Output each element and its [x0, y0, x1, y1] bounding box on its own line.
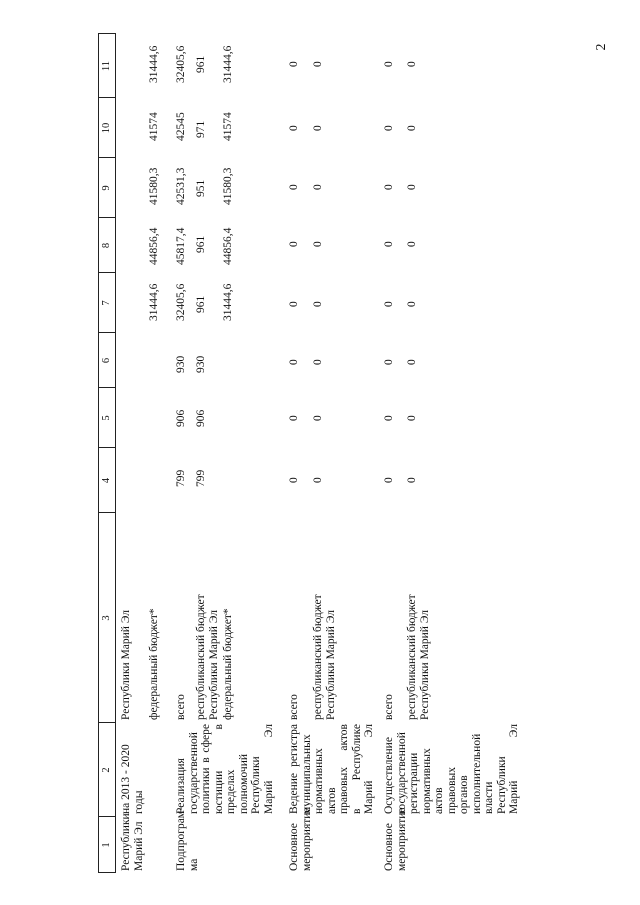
column-header: 6: [101, 357, 112, 364]
value-cell: 0: [406, 359, 418, 365]
value-cell: 0: [406, 61, 418, 67]
row-type: Основное мероприятие: [383, 807, 408, 871]
funding-source: федеральный бюджет*: [148, 608, 160, 720]
value-cell: 0: [406, 477, 418, 483]
page-number: 2: [594, 43, 609, 51]
column-header: 4: [101, 477, 112, 484]
column-header: 10: [101, 122, 112, 134]
value-cell: 32405,6: [175, 283, 187, 321]
funding-source: федеральный бюджет*: [222, 608, 234, 720]
value-cell: 0: [383, 415, 395, 421]
row-type: Республики Марий Эл: [120, 813, 145, 871]
funding-source: республиканский бюджет Республики Марий Эл: [312, 594, 337, 720]
value-cell: 0: [406, 125, 418, 131]
value-cell: 0: [288, 125, 300, 131]
column-header: 8: [101, 242, 112, 249]
column-header: 1: [101, 842, 112, 848]
value-cell: 0: [288, 241, 300, 247]
value-cell: 0: [312, 415, 324, 421]
value-cell: 0: [406, 301, 418, 307]
budget-table: [98, 33, 573, 873]
value-cell: 0: [383, 477, 395, 483]
value-cell: 44856,4: [148, 227, 160, 265]
value-cell: 0: [406, 184, 418, 190]
funding-source: республиканский бюджет Республики Марий Эл: [195, 594, 220, 720]
column-header: 7: [101, 300, 112, 306]
value-cell: 41574: [222, 112, 234, 141]
funding-source: всего: [383, 694, 395, 720]
funding-source: Республики Марий Эл: [120, 609, 132, 720]
funding-source: всего: [175, 694, 187, 720]
value-cell: 906: [175, 409, 187, 427]
value-cell: 31444,6: [148, 45, 160, 83]
row-title: Реализация государственной политики в сфере юстиции в пределах полномочий Республики Марий Эл: [175, 724, 275, 814]
row-title: Осуществление государственной регистрации нормативных актов правовых органов исполнительной власти Республики Марий Эл: [383, 724, 520, 814]
value-cell: 961: [195, 55, 207, 73]
value-cell: 0: [383, 301, 395, 307]
column-header: 3: [101, 615, 112, 621]
value-cell: 930: [195, 355, 207, 373]
header-bottom-border: [115, 33, 116, 873]
value-cell: 41574: [148, 112, 160, 141]
column-header: 11: [101, 60, 112, 72]
value-cell: 31444,6: [222, 283, 234, 321]
value-cell: 0: [312, 61, 324, 67]
value-cell: 971: [195, 120, 207, 138]
value-cell: 930: [175, 355, 187, 373]
value-cell: 0: [312, 184, 324, 190]
row-title: на 2013 - 2020 годы: [120, 744, 145, 814]
row-title: Ведение регистра муниципальных нормативных актов правовых актов в Республике Марий Эл: [288, 724, 375, 814]
value-cell: 0: [312, 477, 324, 483]
value-cell: 961: [195, 295, 207, 313]
value-cell: 31444,6: [148, 283, 160, 321]
value-cell: 0: [288, 301, 300, 307]
value-cell: 799: [195, 469, 207, 487]
value-cell: 0: [312, 125, 324, 131]
funding-source: всего: [288, 694, 300, 720]
value-cell: 41580,3: [148, 167, 160, 205]
value-cell: 32405,6: [175, 45, 187, 83]
value-cell: 906: [195, 409, 207, 427]
value-cell: 0: [383, 125, 395, 131]
value-cell: 31444,6: [222, 45, 234, 83]
value-cell: 0: [383, 61, 395, 67]
funding-source: республиканский бюджет Республики Марий Эл: [406, 594, 431, 720]
value-cell: 0: [383, 241, 395, 247]
value-cell: 42545: [175, 112, 187, 141]
value-cell: 41580,3: [222, 167, 234, 205]
value-cell: 0: [288, 184, 300, 190]
value-cell: 961: [195, 235, 207, 253]
value-cell: 0: [383, 359, 395, 365]
value-cell: 799: [175, 469, 187, 487]
value-cell: 0: [312, 359, 324, 365]
value-cell: 0: [406, 241, 418, 247]
value-cell: 0: [288, 359, 300, 365]
value-cell: 45817,4: [175, 227, 187, 265]
value-cell: 0: [406, 415, 418, 421]
row-type: Основное мероприятие: [288, 807, 313, 871]
column-header: 5: [101, 415, 112, 421]
value-cell: 0: [288, 61, 300, 67]
value-cell: 0: [312, 301, 324, 307]
value-cell: 0: [383, 184, 395, 190]
column-header: 9: [101, 185, 112, 191]
value-cell: 951: [195, 179, 207, 197]
value-cell: 0: [288, 477, 300, 483]
row-type: Подпрограм- ма: [175, 807, 200, 871]
value-cell: 0: [312, 241, 324, 247]
value-cell: 0: [288, 415, 300, 421]
value-cell: 42531,3: [175, 167, 187, 205]
value-cell: 44856,4: [222, 227, 234, 265]
column-header: 2: [101, 767, 112, 773]
